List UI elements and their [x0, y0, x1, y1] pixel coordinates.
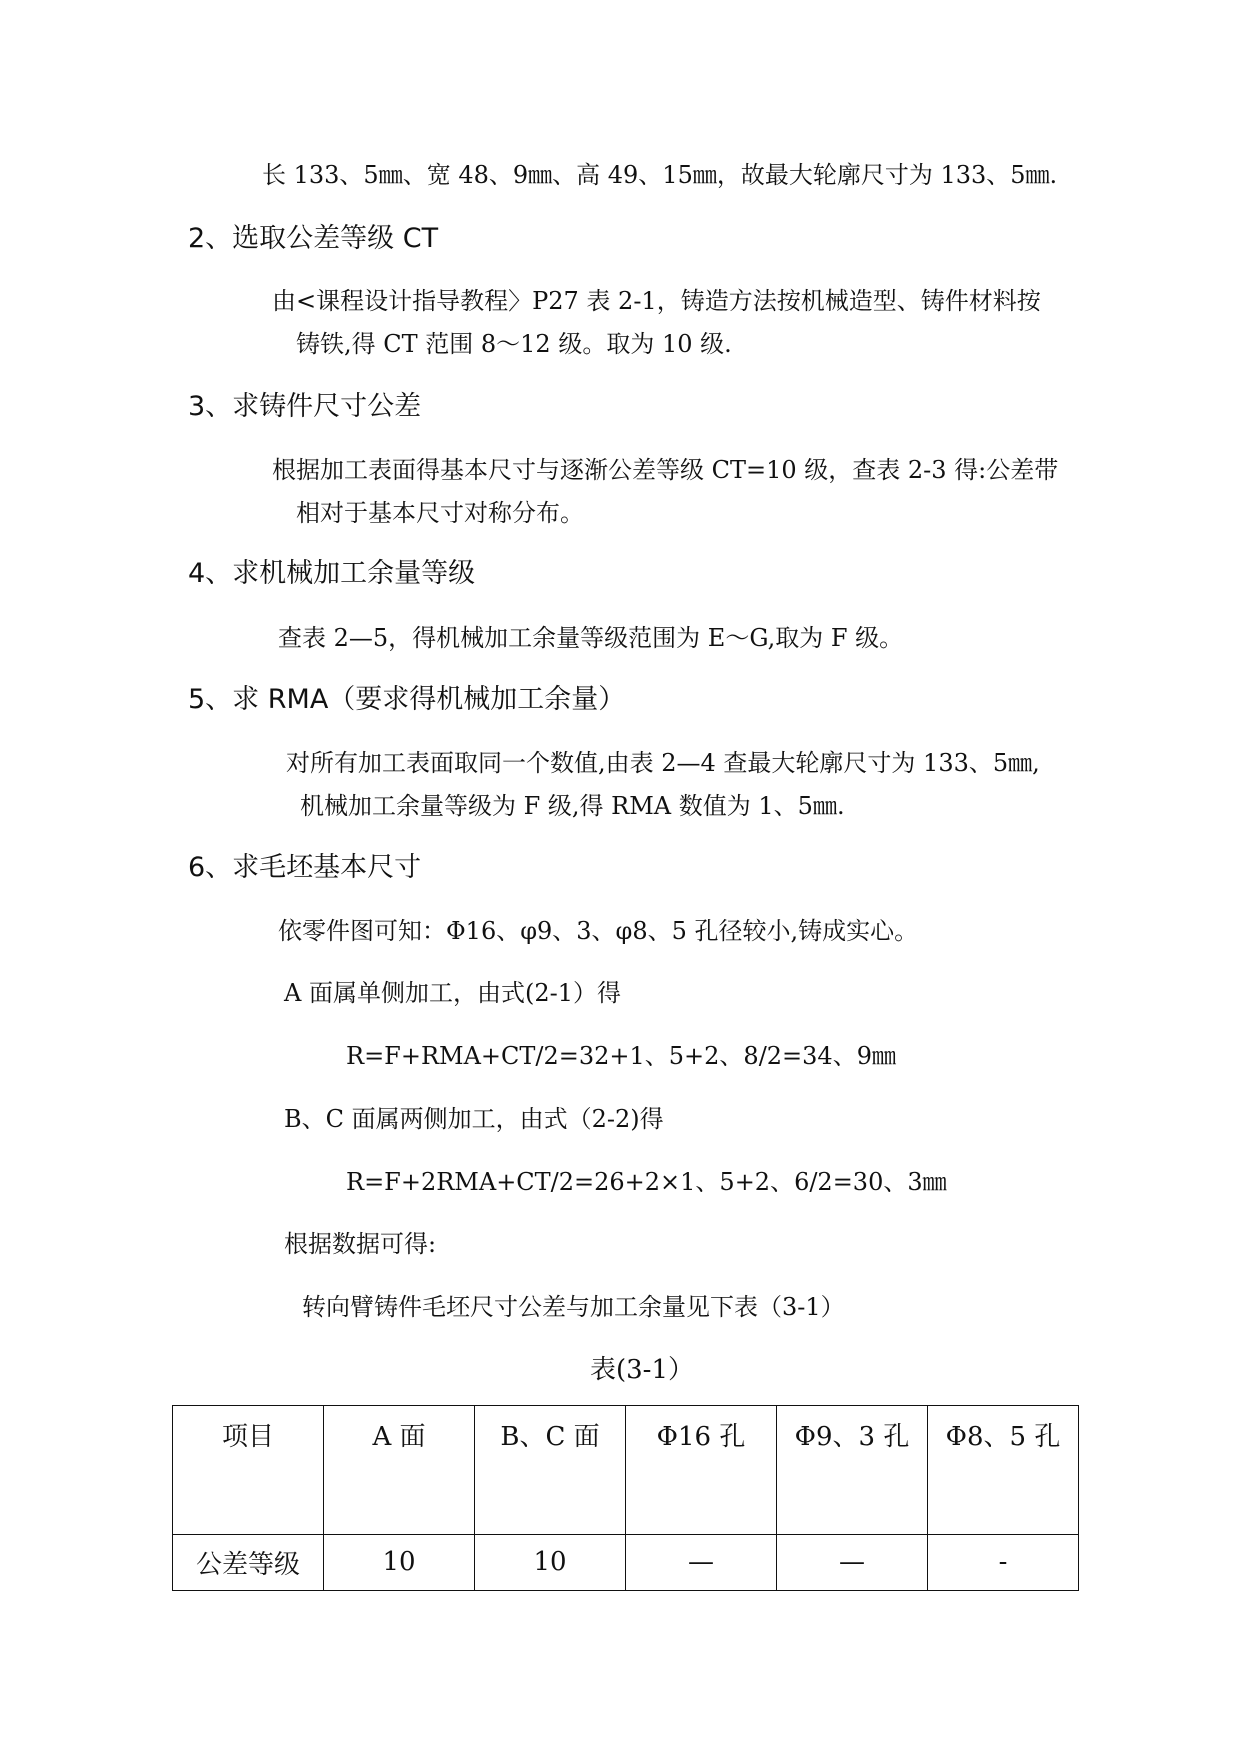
paragraph-6-intro: 依零件图可知：Φ16、φ9、3、φ8、5 孔径较小,铸成实心。 [278, 917, 919, 945]
formula-bc-face: R=F+2RMA+CT/2=26+2×1、5+2、6/2=30、3㎜ [346, 1168, 947, 1196]
paragraph-2-line1: 由<课程设计指导教程〉P27 表 2-1，铸造方法按机械造型、铸件材料按 [272, 287, 1041, 315]
section-heading-5: 5、求 RMA（要求得机械加工余量） [188, 684, 626, 715]
table-cell: 10 [475, 1535, 626, 1591]
table-intro: 转向臂铸件毛坯尺寸公差与加工余量见下表（3-1） [302, 1293, 845, 1321]
table-header-cell: A 面 [324, 1406, 475, 1535]
tolerance-table [172, 1405, 1079, 1591]
section-heading-2: 2、选取公差等级 CT [188, 223, 439, 254]
table-cell: - [928, 1535, 1079, 1591]
table-header-cell: Φ8、5 孔 [928, 1406, 1079, 1535]
table-row [173, 1535, 1079, 1591]
table-header-row [173, 1406, 1079, 1535]
paragraph-dimensions: 长 133、5㎜、宽 48、9㎜、高 49、15㎜，故最大轮廓尺寸为 133、5㎜. [262, 161, 1058, 189]
section-heading-6: 6、求毛坯基本尺寸 [188, 852, 422, 883]
table-header-cell: Φ9、3 孔 [777, 1406, 928, 1535]
table-header-cell: Φ16 孔 [626, 1406, 777, 1535]
paragraph-4: 查表 2—5，得机械加工余量等级范围为 E～G,取为 F 级。 [278, 624, 904, 652]
table-header-cell: 项目 [173, 1406, 324, 1535]
table-cell: — [626, 1535, 777, 1591]
formula-a-face: R=F+RMA+CT/2=32+1、5+2、8/2=34、9㎜ [346, 1042, 896, 1070]
paragraph-5-line1: 对所有加工表面取同一个数值,由表 2—4 查最大轮廓尺寸为 133、5㎜, [286, 749, 1040, 777]
paragraph-6-conclusion: 根据数据可得: [284, 1230, 437, 1258]
paragraph-5-line2: 机械加工余量等级为 F 级,得 RMA 数值为 1、5㎜. [300, 792, 845, 820]
paragraph-3-line2: 相对于基本尺寸对称分布。 [296, 499, 584, 527]
paragraph-2-line2: 铸铁,得 CT 范围 8～12 级。取为 10 级. [296, 330, 732, 358]
table-header-cell: B、C 面 [475, 1406, 626, 1535]
paragraph-6-a-face: A 面属单侧加工，由式(2-1）得 [284, 979, 621, 1007]
table-cell: 公差等级 [173, 1535, 324, 1591]
section-heading-3: 3、求铸件尺寸公差 [188, 391, 422, 422]
table-cell: 10 [324, 1535, 475, 1591]
paragraph-3-line1: 根据加工表面得基本尺寸与逐渐公差等级 CT=10 级，查表 2-3 得:公差带 [272, 456, 1059, 484]
table-cell: — [777, 1535, 928, 1591]
paragraph-6-bc-face: B、C 面属两侧加工，由式（2-2)得 [284, 1105, 664, 1133]
section-heading-4: 4、求机械加工余量等级 [188, 558, 476, 589]
table-caption: 表(3-1） [590, 1355, 695, 1385]
